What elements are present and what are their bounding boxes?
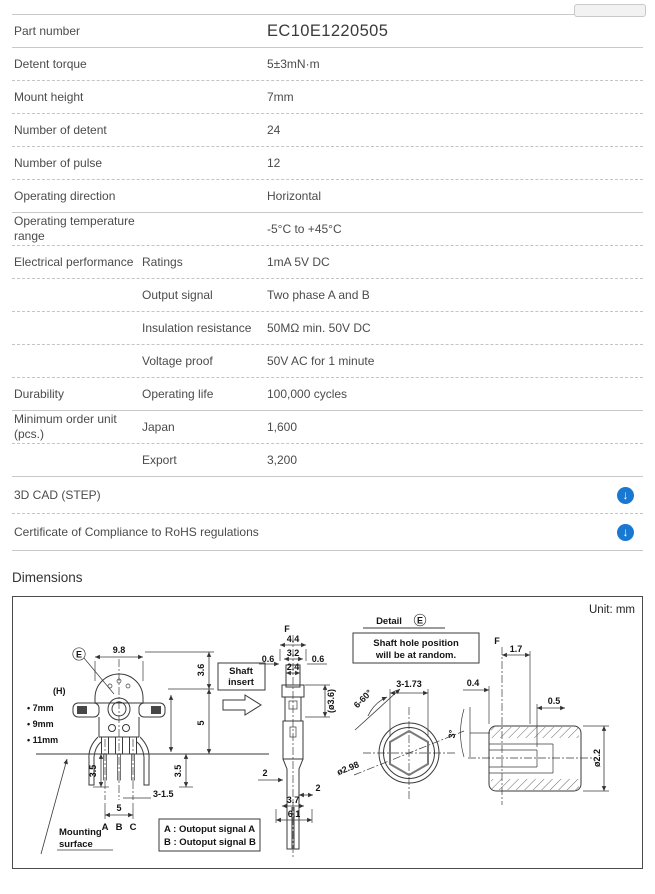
shaft-insert-arrow-icon [223, 695, 261, 715]
dim-3-deg: 3° [447, 729, 457, 739]
mounting-surface-label-2: surface [59, 839, 93, 850]
row-label: Number of pulse [14, 155, 103, 170]
row-label: Detent torque [14, 56, 87, 71]
dim-phi-2-2: ø2.2 [592, 748, 602, 768]
row-value: 100,000 cycles [267, 387, 348, 401]
dim-4-4: 4.4 [286, 634, 300, 644]
dim-0-4: 0.4 [466, 678, 480, 688]
mounting-surface-label-1: Mounting [59, 827, 102, 838]
table-row [12, 147, 643, 180]
dim-5-pins: 5 [116, 803, 122, 813]
dimension-drawing-box [12, 596, 643, 869]
table-row [12, 48, 643, 81]
table-row [12, 345, 643, 378]
detail-title: Detail [376, 616, 402, 627]
shaft-section-geometry [468, 647, 593, 805]
row-value: 50MΩ min. 50V DC [267, 321, 371, 335]
f-label-shaft: F [494, 636, 500, 646]
dim-3-5-right: 3.5 [173, 764, 183, 778]
dim-9-8: 9.8 [112, 645, 126, 655]
shaft-hole-note-1: Shaft hole position [373, 638, 459, 649]
download-row-rohs[interactable] [12, 514, 643, 551]
dim-2-left: 2 [262, 768, 268, 778]
dim-0-6-left: 0.6 [261, 654, 275, 664]
pin-b-label: B [115, 822, 123, 833]
detail-title-e: E [416, 615, 424, 626]
download-icon[interactable]: ↓ [617, 524, 634, 541]
download-label: Certificate of Compliance to RoHS regulations [14, 525, 259, 539]
table-row [12, 213, 643, 246]
row-value: -5°C to +45°C [267, 222, 342, 236]
table-row [12, 114, 643, 147]
row-label: Part number [14, 23, 81, 38]
table-row [12, 180, 643, 213]
row-sublabel: Ratings [142, 254, 183, 269]
row-sublabel: Export [142, 452, 177, 467]
download-row-3d-cad[interactable] [12, 477, 643, 514]
dim-5-vertical: 5 [196, 720, 206, 726]
row-sublabel: Insulation resistance [142, 320, 252, 335]
dim-2-right: 2 [315, 783, 321, 793]
dim-0-6-right: 0.6 [311, 654, 325, 664]
dim-3-7: 3.7 [286, 795, 300, 805]
unit-label: Unit: mm [589, 604, 635, 616]
detail-e [335, 614, 490, 799]
download-icon[interactable]: ↓ [617, 487, 634, 504]
h-option-9mm: • 9mm [27, 719, 54, 729]
dim-3-2: 3.2 [286, 648, 300, 658]
row-value: Two phase A and B [267, 288, 370, 302]
row-value: 1mA 5V DC [267, 255, 330, 269]
dim-phi-3-6: (ø3.6) [326, 688, 336, 714]
dim-0-5: 0.5 [547, 696, 561, 706]
row-label: Electrical performance [14, 254, 134, 269]
dim-3-1-73: 3-1.73 [396, 679, 422, 689]
row-value: 5±3mN·m [267, 57, 320, 71]
dim-6-1: 6.1 [287, 809, 301, 819]
table-row [12, 411, 643, 444]
row-sublabel: Japan [142, 419, 175, 434]
row-label: Number of detent [14, 122, 107, 137]
table-row [12, 279, 643, 312]
e-balloon-label: E [75, 649, 83, 660]
h-option-7mm: • 7mm [27, 703, 54, 713]
dim-1-7: 1.7 [509, 644, 523, 654]
f-label-side: F [284, 624, 290, 634]
row-value: 1,600 [267, 420, 298, 434]
row-sublabel: Output signal [142, 287, 213, 302]
pin-c-label: C [129, 822, 137, 833]
h-option-11mm: • 11mm [27, 735, 59, 745]
h-label: (H) [53, 686, 66, 696]
table-row [12, 246, 643, 279]
row-label: Minimum order unit (pcs.) [14, 412, 117, 441]
legend-output-b: B : Outoput signal B [164, 837, 256, 848]
shaft-insert-label-2: insert [228, 677, 254, 688]
row-label: Mount height [14, 89, 84, 104]
legend-output-a: A : Outoput signal A [164, 824, 256, 835]
shaft-hole-note-2: will be at random. [375, 650, 457, 661]
dimension-drawing [13, 597, 641, 867]
dim-3-6: 3.6 [196, 663, 206, 677]
shaft-insert-label-1: Shaft [229, 666, 253, 677]
dim-2-4: 2.4 [286, 662, 300, 672]
row-value: 12 [267, 156, 281, 170]
table-row [12, 444, 643, 477]
row-sublabel: Voltage proof [142, 353, 213, 368]
part-number-value: EC10E1220505 [267, 21, 389, 40]
pin-a-label: A [101, 822, 109, 833]
table-row [12, 15, 643, 48]
dim-phi-2-98: ø2.98 [335, 759, 361, 778]
row-value: Horizontal [267, 189, 322, 203]
download-label: 3D CAD (STEP) [14, 488, 101, 502]
truncated-top-button[interactable] [574, 4, 646, 17]
row-value: 3,200 [267, 453, 298, 467]
shaft-section-dimensions [463, 636, 609, 791]
row-label: Operating temperature range [14, 214, 135, 243]
side-view-dimensions [258, 624, 336, 823]
dimensions-heading: Dimensions [12, 570, 83, 585]
row-label: Operating direction [14, 188, 116, 203]
row-value: 50V AC for 1 minute [267, 354, 375, 368]
dim-6-60: 6-60° [351, 687, 375, 711]
row-value: 24 [267, 123, 281, 137]
row-label: Durability [14, 386, 65, 401]
table-row [12, 81, 643, 114]
dim-3-5-left: 3.5 [88, 764, 98, 778]
spec-table [12, 14, 643, 551]
dim-3-1-5: 3-1.5 [153, 789, 174, 799]
table-row [12, 378, 643, 411]
row-value: 7mm [267, 90, 294, 104]
table-row [12, 312, 643, 345]
row-sublabel: Operating life [142, 386, 214, 401]
